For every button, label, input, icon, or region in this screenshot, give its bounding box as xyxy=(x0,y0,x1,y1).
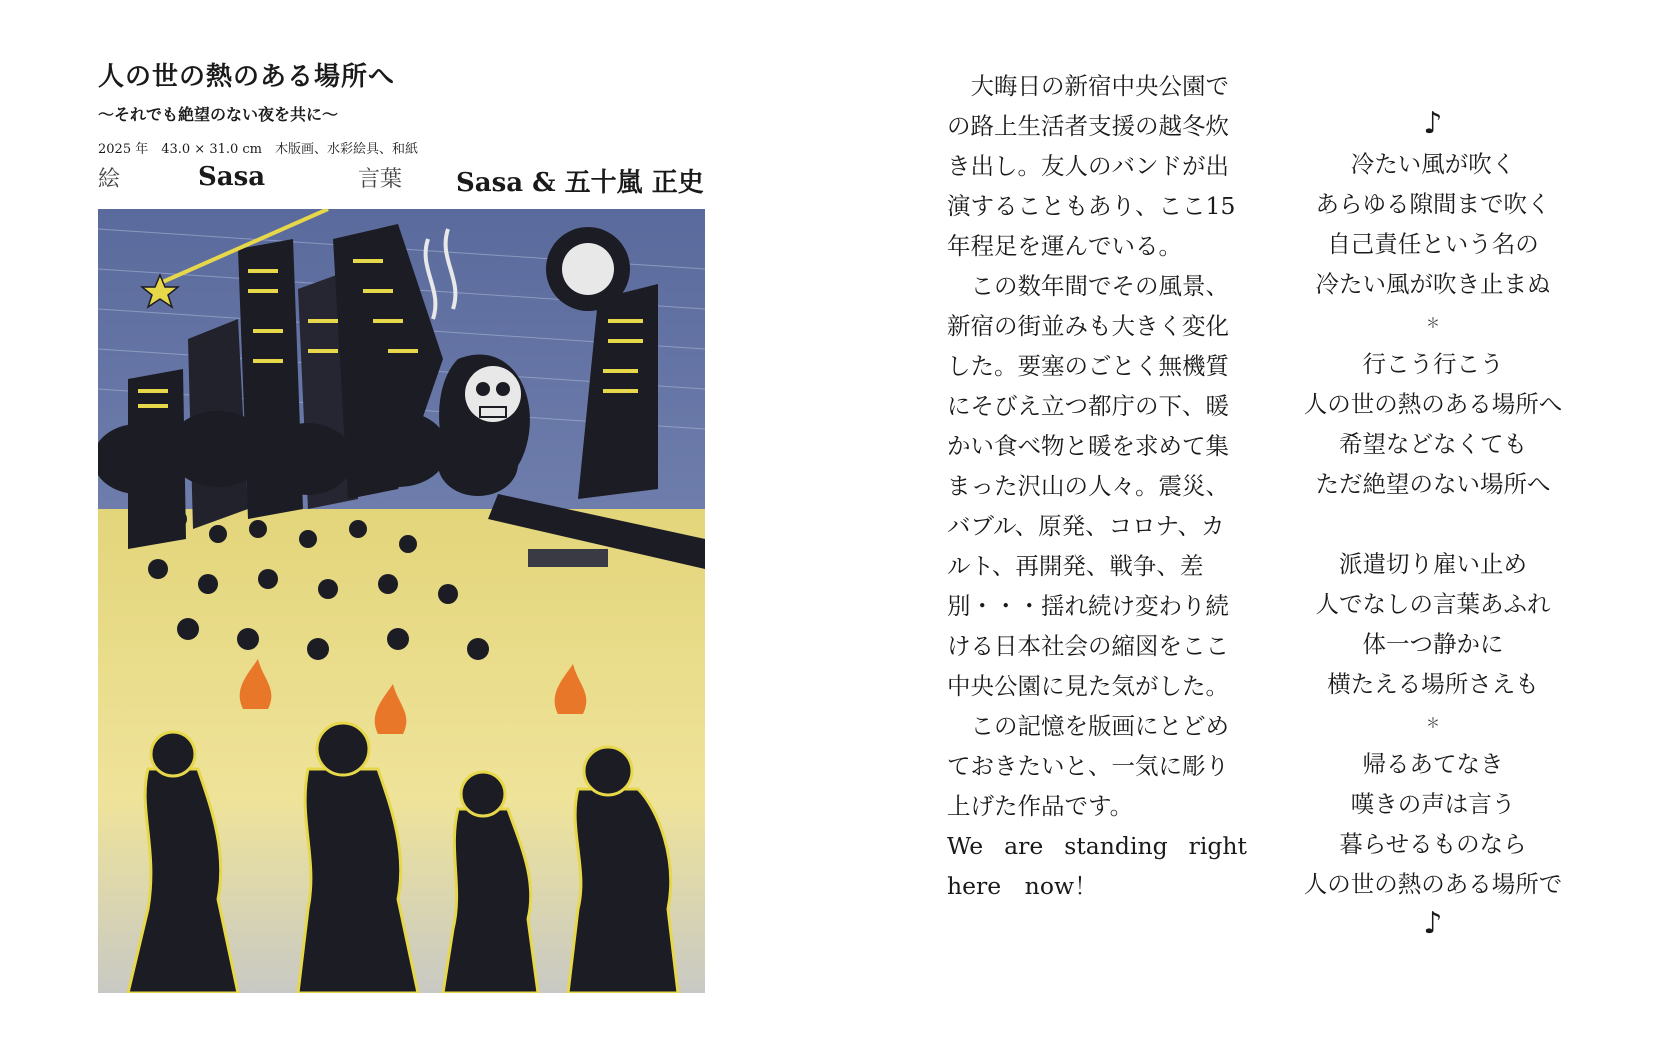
poem-line: 自己責任という名の xyxy=(1327,230,1539,258)
poem-line: 人の世の熱のある場所へ xyxy=(1303,390,1563,418)
prose-paragraph: この数年間でその風景、新宿の街並みも大きく変化した。要塞のごとく無機質にそびえ立つ都庁の下、暖かい食べ物と暖を求めて集まった沢山の人々。震災、バブル、原発、コロナ、カルト、再開発、戦争、差別・・・揺れ続け変わり続ける日本社会の縮図をここ中央公園に見た気がした。 xyxy=(947,272,1229,700)
prose-paragraph: この記憶を版画にとどめておきたいと、一気に彫り上げた作品です。 xyxy=(947,712,1229,820)
poem-line: あらゆる隙間まで吹く xyxy=(1315,190,1551,218)
words-label: 言葉 xyxy=(358,167,403,192)
artwork-subtitle: ～それでも絶望のない夜を共に～ xyxy=(98,105,339,124)
picture-artist: Sasa xyxy=(198,162,266,192)
poem-line: 嘆きの声は言う xyxy=(1350,790,1516,818)
poem-line: 体一つ静かに xyxy=(1362,630,1504,658)
artwork-title: 人の世の熱のある場所へ xyxy=(98,62,396,92)
prose-text xyxy=(947,66,1247,906)
music-note-icon: ♪ xyxy=(1423,106,1443,141)
woodblock-print-image xyxy=(98,209,705,993)
english-line-1: We are standing right xyxy=(947,832,1247,860)
poem-line: 冷たい風が吹く xyxy=(1350,150,1516,178)
poem-line: ただ絶望のない場所へ xyxy=(1315,470,1551,498)
poem-separator: ＊ xyxy=(1426,316,1440,332)
poem-line: 行こう行こう xyxy=(1362,350,1504,378)
poem-line: 横たえる場所さえも xyxy=(1327,670,1539,698)
poem-line: 人でなしの言葉あふれ xyxy=(1315,590,1551,618)
poem-line: 帰るあてなき xyxy=(1362,750,1504,778)
poem-line: 冷たい風が吹き止まぬ xyxy=(1315,270,1551,298)
english-line-2: here now！ xyxy=(947,872,1098,900)
artwork-meta: 2025 年 43.0 × 31.0 cm 木版画、水彩絵具、和紙 xyxy=(98,142,419,157)
poem-line: 暮らせるものなら xyxy=(1339,830,1527,858)
music-note-icon: ♪ xyxy=(1423,906,1443,941)
poem-line: 人の世の熱のある場所で xyxy=(1303,870,1563,898)
picture-label: 絵 xyxy=(98,167,121,192)
poem xyxy=(1288,104,1578,944)
prose-paragraph: 大晦日の新宿中央公園での路上生活者支援の越冬炊き出し。友人のバンドが出演することもあり、ここ15年程足を運んでいる。 xyxy=(947,72,1236,260)
poem-blank-line xyxy=(1288,504,1578,544)
words-artist: Sasa & 五十嵐 正史 xyxy=(456,168,704,198)
poem-separator: ＊ xyxy=(1426,716,1440,732)
poem-line: 希望などなくても xyxy=(1339,430,1527,458)
poem-line: 派遣切り雇い止め xyxy=(1339,550,1527,578)
credits xyxy=(98,162,708,198)
